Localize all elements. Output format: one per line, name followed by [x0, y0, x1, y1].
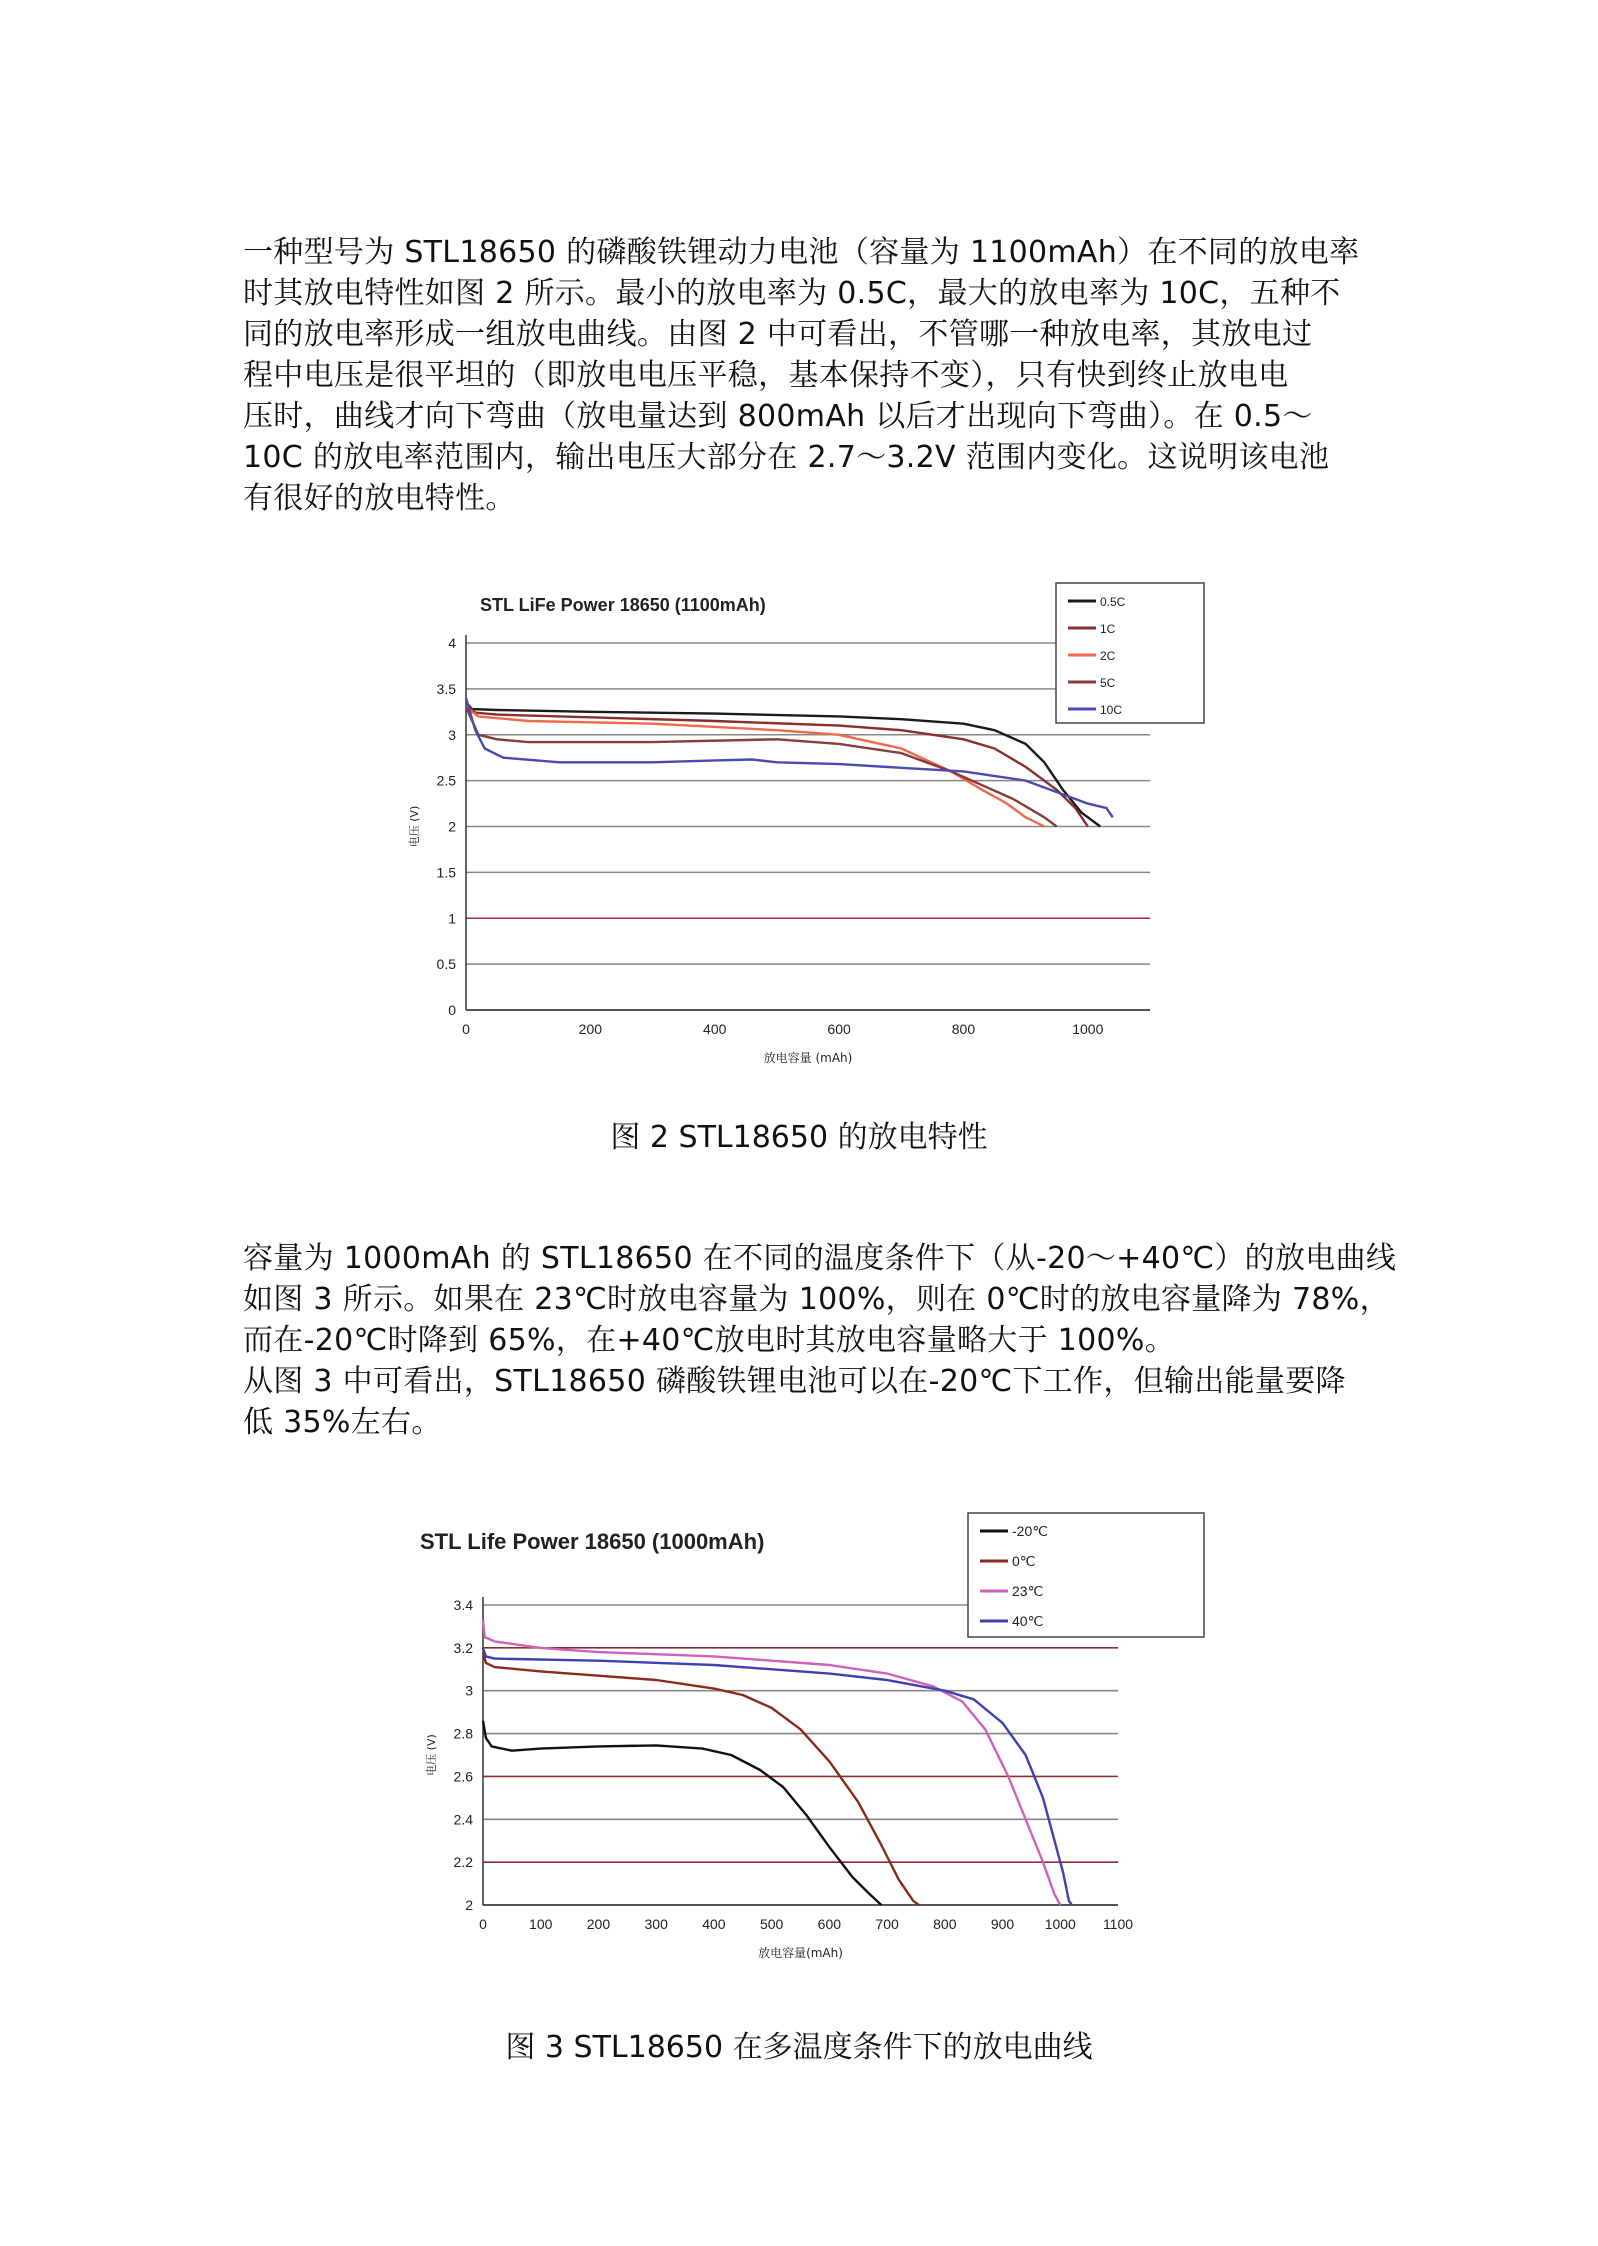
text-line: 容量为 1000mAh 的 STL18650 在不同的温度条件下（从-20～+40℃）的放电曲线 — [243, 1241, 1397, 1276]
text-line: 如图 3 所示。如果在 23℃时放电容量为 100%，则在 0℃时的放电容量降为 78%， — [243, 1282, 1390, 1317]
x-tick-label: 800 — [933, 1916, 957, 1932]
y-tick-label: 2 — [465, 1897, 473, 1913]
y-tick-label: 0 — [448, 1002, 456, 1018]
y-tick-label: 2.5 — [436, 772, 456, 789]
legend-label: 2C — [1100, 649, 1116, 663]
y-axis-label: 电压 (V) — [408, 805, 421, 848]
series-line — [466, 707, 1044, 826]
y-tick-label: 2.4 — [453, 1811, 473, 1828]
x-tick-label: 400 — [703, 1021, 727, 1037]
x-tick-label: 200 — [578, 1021, 603, 1037]
y-tick-label: 2.8 — [453, 1725, 473, 1742]
paragraph-2 — [243, 1238, 1397, 1443]
text-line: 从图 3 中可看出，STL18650 磷酸铁锂电池可以在-20℃下工作，但输出能量要降 — [243, 1364, 1346, 1399]
x-tick-label: 1000 — [1044, 1916, 1076, 1932]
legend-label: 0℃ — [1012, 1553, 1036, 1569]
text-line: 程中电压是很平坦的（即放电电压平稳，基本保持不变），只有快到终止放电电 — [243, 358, 1289, 393]
chart-discharge-temperatures — [400, 1505, 1220, 1975]
text-line: 有很好的放电特性。 — [243, 481, 516, 516]
x-axis-label: 放电容量 (mAh) — [763, 1051, 853, 1065]
y-tick-label: 3 — [448, 726, 456, 743]
y-tick-label: 3.2 — [453, 1639, 473, 1656]
y-tick-label: 3.4 — [453, 1597, 473, 1613]
y-tick-label: 2 — [448, 818, 456, 835]
y-tick-label: 3 — [465, 1682, 473, 1699]
y-tick-label: 4 — [448, 635, 456, 651]
y-tick-label: 3.5 — [436, 680, 456, 697]
text-line: 同的放电率形成一组放电曲线。由图 2 中可看出，不管哪一种放电率，其放电过 — [243, 317, 1313, 352]
x-tick-label: 200 — [586, 1916, 611, 1932]
x-tick-label: 0 — [479, 1916, 487, 1932]
y-tick-label: 1.5 — [436, 864, 456, 881]
y-tick-label: 1 — [448, 910, 456, 927]
legend-label: 1C — [1100, 622, 1116, 636]
text-line: 低 35%左右。 — [243, 1405, 442, 1440]
x-axis-label: 放电容量(mAh) — [758, 1946, 843, 1960]
x-tick-label: 100 — [529, 1916, 553, 1932]
text-line: 一种型号为 STL18650 的磷酸铁锂动力电池（容量为 1100mAh）在不同的放电率 — [243, 235, 1360, 270]
y-axis-label: 电压 (V) — [425, 1734, 438, 1776]
x-tick-label: 800 — [951, 1021, 976, 1037]
y-tick-label: 2.6 — [453, 1768, 473, 1785]
x-tick-label: 300 — [644, 1916, 668, 1932]
x-tick-label: 700 — [875, 1916, 899, 1932]
paragraph-1 — [243, 232, 1378, 519]
legend-label: 10C — [1100, 703, 1123, 717]
text-line: 压时，曲线才向下弯曲（放电量达到 800mAh 以后才出现向下弯曲）。在 0.5～ — [243, 399, 1313, 434]
x-tick-label: 0 — [462, 1021, 470, 1037]
x-tick-label: 600 — [817, 1916, 842, 1932]
figure-caption-2: 图 2 STL18650 的放电特性 — [610, 1120, 988, 1155]
legend-label: 23℃ — [1012, 1583, 1044, 1599]
legend-label: 5C — [1100, 676, 1116, 690]
text-line: 10C 的放电率范围内，输出电压大部分在 2.7～3.2V 范围内变化。这说明该电池 — [243, 440, 1330, 475]
legend-label: -20℃ — [1012, 1523, 1048, 1539]
text-line: 时其放电特性如图 2 所示。最小的放电率为 0.5C，最大的放电率为 10C，五种不 — [243, 276, 1341, 311]
chart-title: STL Life Power 18650 (1000mAh) — [420, 1529, 765, 1554]
x-tick-label: 1100 — [1102, 1916, 1134, 1932]
text-line: 而在-20℃时降到 65%，在+40℃放电时其放电容量略大于 100%。 — [243, 1323, 1176, 1358]
chart-discharge-rates — [400, 575, 1220, 1075]
legend-label: 40℃ — [1012, 1613, 1044, 1629]
legend-label: 0.5C — [1100, 595, 1126, 609]
series-line — [483, 1721, 881, 1905]
figure-caption-3: 图 3 STL18650 在多温度条件下的放电曲线 — [505, 2030, 1093, 2065]
x-tick-label: 600 — [827, 1021, 851, 1037]
x-tick-label: 500 — [759, 1916, 784, 1932]
x-tick-label: 1000 — [1072, 1021, 1104, 1037]
y-tick-label: 2.2 — [453, 1854, 473, 1871]
legend-box — [1056, 583, 1204, 723]
x-tick-label: 400 — [702, 1916, 726, 1932]
x-tick-label: 900 — [990, 1916, 1015, 1932]
chart-title: STL LiFe Power 18650 (1100mAh) — [480, 595, 766, 615]
y-tick-label: 0.5 — [436, 956, 456, 973]
